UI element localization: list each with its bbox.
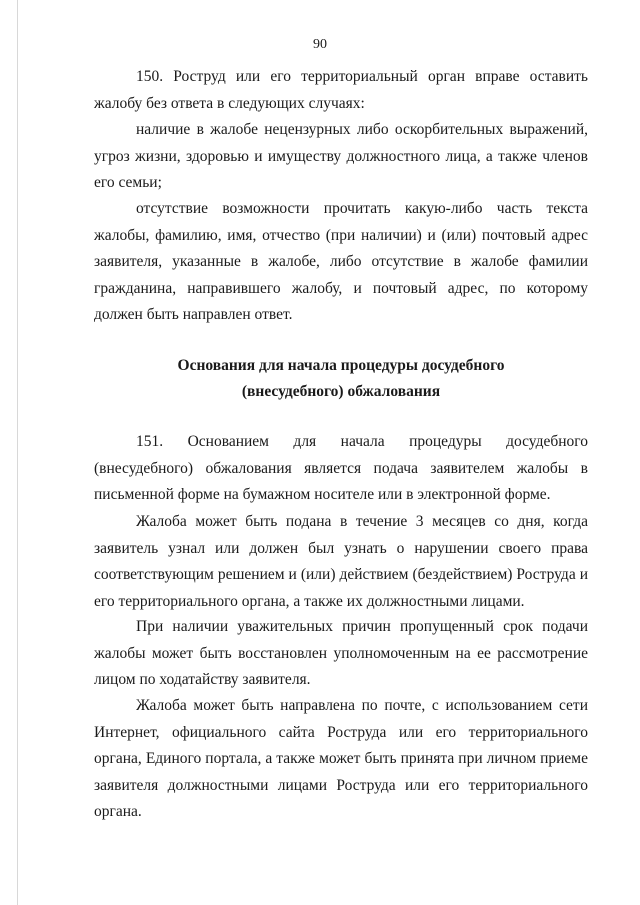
section-heading-line-1: Основания для начала процедуры досудебного: [177, 357, 505, 374]
paragraph-150-item-1: наличие в жалобе нецензурных либо оскорбительных выражений, угроз жизни, здоровью и имуществу должностного лица, а также членов его семьи;: [94, 121, 588, 191]
paragraph-151-part-1: Жалоба может быть подана в течение 3 месяцев со дня, когда заявитель узнал или должен был узнать о нарушении своего права соответствующим решением и (или) действием (бездействием) Роструда и его территориального органа, а также их должностными лицами.: [94, 513, 588, 610]
paragraph-151-part-2: При наличии уважительных причин пропущенный срок подачи жалобы может быть восстановлен уполномоченным на ее рассмотрение лицом по ходатайству заявителя.: [94, 618, 588, 688]
paragraph-150: 150. Роструд или его территориальный орган вправе оставить жалобу без ответа в следующих случаях:: [94, 68, 588, 112]
paragraph-150-item-2: отсутствие возможности прочитать какую-либо часть текста жалобы, фамилию, имя, отчество (при наличии) и (или) почтовый адрес заявителя, указанные в жалобе, либо отсутствие в жалобе фамилии гражданина, направившего жалобу, и почтовый адрес, по которому должен быть направлен ответ.: [94, 200, 588, 323]
section-heading-line-2: (внесудебного) обжалования: [241, 383, 441, 400]
paragraph-151-part-3: Жалоба может быть направлена по почте, с использованием сети Интернет, официального сайта Роструда или его территориального органа, Единого портала, а также может быть принята при личном приеме заявителя должностными лицами Роструда или его территориального органа.: [94, 697, 588, 820]
scan-edge-line: [17, 0, 18, 905]
paragraph-151: 151. Основанием для начала процедуры досудебного (внесудебного) обжалования является подача заявителем жалобы в письменной форме на бумажном носителе или в электронной форме.: [94, 433, 588, 503]
page-number: 90: [313, 37, 327, 52]
